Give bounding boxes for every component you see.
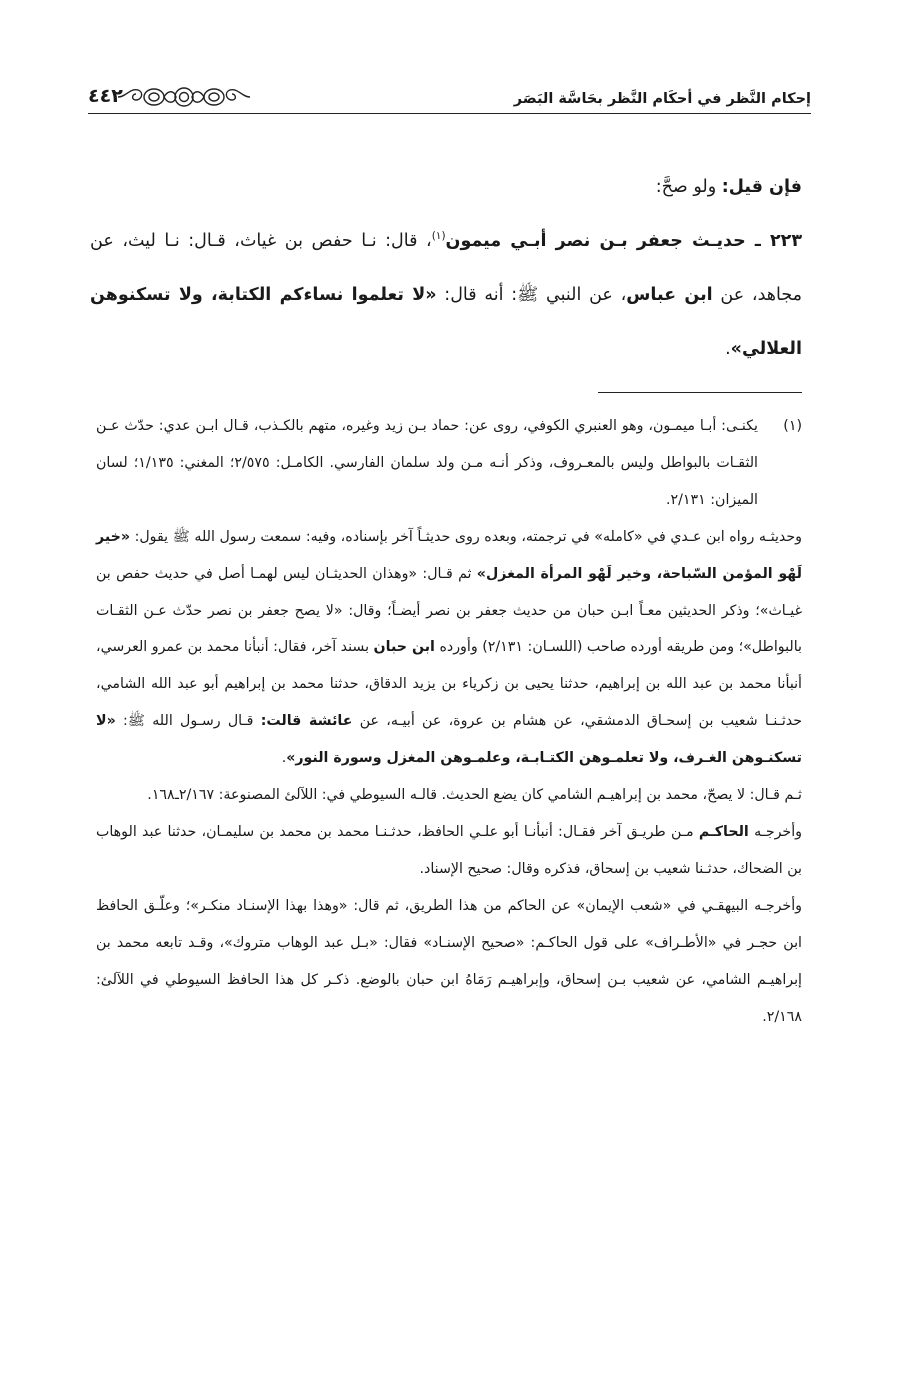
ibn-hibban-report: ثم قـال: «وهذان الحديثـان ليس لهمـا أصل في حديث حفص بن غيـاث»؛ وذكر الحديثين معـاً ابـن حبان من حديث جعفر بن نصر أيضـاً؛ وقال: «لا يصح جعفر بن نصر حدّث عـن الثقـات بالبواطل»؛ ومن طريقه أورده صاحب (اللسـان: ٢/١٣١) وأورده [96,565,802,656]
hakim-isnad: مـن طريـق آخر فقـال: أنبأنـا أبو علـي الحافظ، حدثـنـا محمد بن محمد بن سليمـان، حدثنا عبد الوهاب بن الضحاك، حدثـنا شعيب بن إسحاق، فذكره وقال: صحيح الإسناد. [96,823,802,877]
footnote-1-para-4 [96,814,802,888]
hadith-223 [90,214,802,376]
hadith-narrator: جعفر بـن نصر أبـي ميمون [445,231,683,251]
ibn-abbas: ابن عباس [626,285,713,305]
second-isnad: بسند آخر، فقال: أنبأنا محمد بن عمرو العرسي، أنبأنا محمد بن عبد الله بن إبراهيم، حدثنا يحيى بن زكرياء بن يزيد الدقاق، حدثنا محمد بن إبراهيم أبو عبد الله الشامي، حدثـنـا شعيب بن إسحـاق الدمشقي، عن هشام بن عروة، عن أبيـه، عن [96,639,802,730]
header-rule [88,113,811,114]
footnote-1-para-5 [96,888,802,1036]
footnote-separator [598,392,802,393]
para-2-end: . [281,750,287,767]
objection-line [90,160,802,214]
footnote-1-para-3 [96,777,802,814]
al-hakim: الحاكـم [698,823,749,840]
footnote-marker: (١) [783,418,802,434]
narrator-biography: يكنـى: أبـا ميمـون، وهو العنبري الكوفي، روى عن: حماد بـن زيد وغيره، متهم بالكـذب، قـال ابـن عدي: حدّث عـن الثقـات بالبواطل وليس بالمعـروف، وذكر أنـه مـن ولد سلمان الفارسي. الكامـل: ٢/٥٧٥؛ المغني: ١/١٣٥؛ لسان الميزان: ٢/١٣١. [96,418,758,508]
hadith-rooms: «لا تسكنـوهن الغـرف، ولا تعلمـوهن الكتـابـة، وعلمـوهن المغزل وسورة النور» [96,713,802,767]
bayhaqi-report: وأخرجـه البيهقـي في «شعب الإيمان» عن الحاكم من هذا الطريق، ثم قال: «وهذا بهذا الإسنـاد منكـر»؛ وعلّـق الحافظ ابن حجـر في «الأطـراف» على قول الحاكـم: «صحيح الإسنـاد» فقال: «بـل عبد الوهاب متروك»، وقـد تابعه محمد بن إبراهيـم الشامي، عن شعيب بـن إسحاق، وإبراهيـم رَمَاهُ ابن حبان بالوضع. ذكـر كل هذا الحافظ السيوطي في اللآلئ: ٢/١٦٨. [96,897,802,1025]
hadith-number: ٢٢٣ ـ حديـث [682,231,803,251]
header-ornament-icon [116,82,252,112]
footnote-1-para-1 [96,408,802,519]
page-number: ٤٤٢ [88,85,123,107]
ibn-hibban: ابن حبان [373,639,435,656]
prophet-said: قـال رسـول الله ﷺ: [115,713,261,730]
page-header [88,85,811,118]
suyuti-verdict: ثـم قـال: لا يصحّ، محمد بن إبراهيـم الشامي كان يضع الحديث. قالـه السيوطي في: اللآلئ المصنوعة: ٢/١٦٧ـ١٦٨. [147,787,802,804]
footnote-reference[interactable]: (١) [431,230,446,243]
aisha: عائشة قالت: [260,713,353,730]
hakim-intro: وأخرجـه [748,823,802,840]
footnotes [96,408,802,1035]
main-text [90,160,802,376]
isnad-part-1: ، قال: نـا حفص بن غياث، قـال: نـا ليث، عن مجاهد، عن [90,231,802,305]
footnote-1-para-2 [96,519,802,777]
hadith-swimming: «خير لَهْو المؤمن السّباحة، وخير لَهْو المرأة المغزل» [96,528,802,582]
running-title: إحكام النَّظر في أحكَام النَّظر بحَاسَّة البَصَر [513,91,811,107]
objection-rest: ولو صحَّ: [655,177,722,197]
hadith-matn: «لا تعلموا نساءكم الكتابة، ولا تسكنوهن العلالي» [90,285,802,359]
objection-lead: فإن قيل: [721,177,802,197]
isnad-part-2: ، عن النبي ﷺ: أنه قال: [436,285,627,305]
hadith-end: . [725,339,731,359]
ibn-adi-report: وحديثـه رواه ابن عـدي في «كامله» في ترجمته، وبعده روى حديثـاً آخر بإسناده، وفيه: سمعت رسول الله ﷺ يقول: [130,528,802,545]
